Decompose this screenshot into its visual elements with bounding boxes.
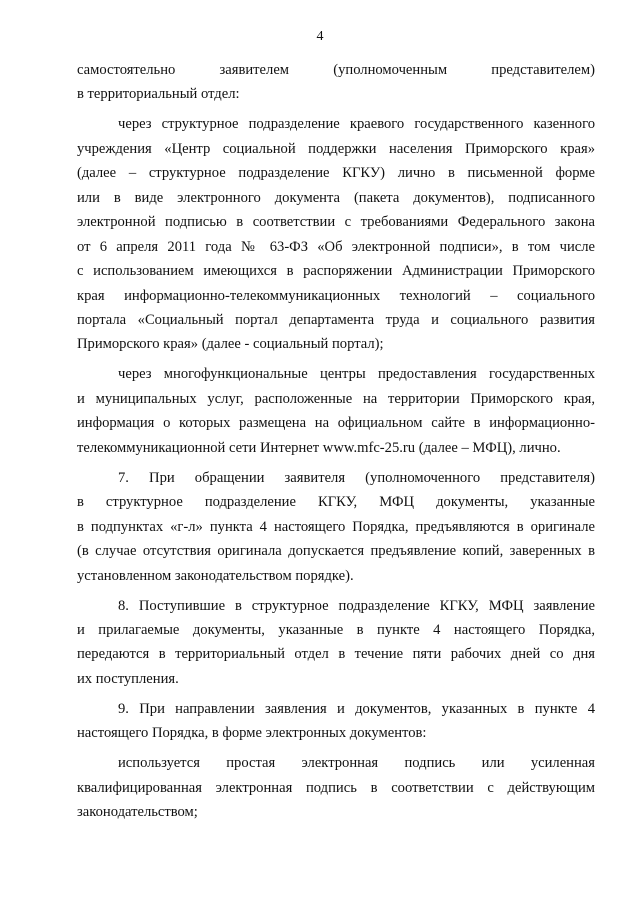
document-body — [77, 58, 595, 825]
text-line: (в случае отсутствия оригинала допускается предъявление копий, заверенных в — [77, 543, 595, 560]
text-line: учреждения «Центр социальной поддержки населения Приморского края» — [77, 140, 595, 157]
paragraph-mfc — [77, 362, 595, 460]
text-line: края информационно-телекоммуникационных технологий – социального — [77, 287, 595, 304]
page-number: 4 — [316, 29, 324, 44]
text-line: установленном законодательством порядке). — [77, 567, 354, 584]
text-line: Приморского края» (далее - социальный портал); — [77, 336, 384, 353]
paragraph-signature — [77, 751, 595, 824]
text-line: законодательством; — [77, 804, 198, 821]
text-line: 8. Поступившие в структурное подразделение КГКУ, МФЦ заявление — [118, 597, 595, 614]
text-line: их поступления. — [77, 670, 179, 687]
text-line: портала «Социальный портал департамента труда и социального развития — [77, 312, 595, 329]
text-line: или в виде электронного документа (пакета документов), подписанного — [77, 189, 595, 206]
paragraph-item-7 — [77, 466, 595, 588]
text-line: с использованием имеющихся в распоряжении Администрации Приморского — [77, 263, 595, 280]
text-line: электронной подписью в соответствии с требованиями Федерального закона — [77, 214, 595, 231]
text-line: квалифицированная электронная подпись в соответствии с действующим — [77, 779, 595, 796]
text-line: 9. При направлении заявления и документов, указанных в пункте 4 — [118, 700, 595, 717]
text-line: от 6 апреля 2011 года № 63-ФЗ «Об электронной подписи», в том числе — [77, 238, 595, 255]
text-line: в структурное подразделение КГКУ, МФЦ документы, указанные — [77, 494, 595, 511]
text-line: и муниципальных услуг, расположенные на территории Приморского края, — [77, 390, 595, 407]
text-line: самостоятельно заявителем (уполномоченным представителем) — [77, 62, 595, 78]
paragraph-intro — [77, 58, 595, 107]
paragraph-kgku — [77, 112, 595, 357]
paragraph-item-9 — [77, 697, 595, 746]
text-line: передаются в территориальный отдел в течение пяти рабочих дней со дня — [77, 646, 595, 663]
text-line: используется простая электронная подпись или усиленная — [118, 755, 595, 772]
paragraph-item-8 — [77, 594, 595, 692]
text-line: в территориальный отдел: — [77, 86, 240, 103]
text-line: 7. При обращении заявителя (уполномоченного представителя) — [118, 469, 595, 486]
text-line: (далее – структурное подразделение КГКУ) лично в письменной форме — [77, 165, 595, 182]
text-line: информация о которых размещена на официальном сайте в информационно- — [77, 415, 595, 432]
text-line: в подпунктах «г-л» пункта 4 настоящего Порядка, предъявляются в оригинале — [77, 518, 595, 535]
text-line: через многофункциональные центры предоставления государственных — [118, 366, 595, 383]
text-line: через структурное подразделение краевого государственного казенного — [118, 116, 595, 133]
text-line: телекоммуникационной сети Интернет www.mfc-25.ru (далее – МФЦ), лично. — [77, 439, 561, 456]
text-line: и прилагаемые документы, указанные в пункте 4 настоящего Порядка, — [77, 621, 595, 638]
text-line: настоящего Порядка, в форме электронных документов: — [77, 725, 427, 742]
